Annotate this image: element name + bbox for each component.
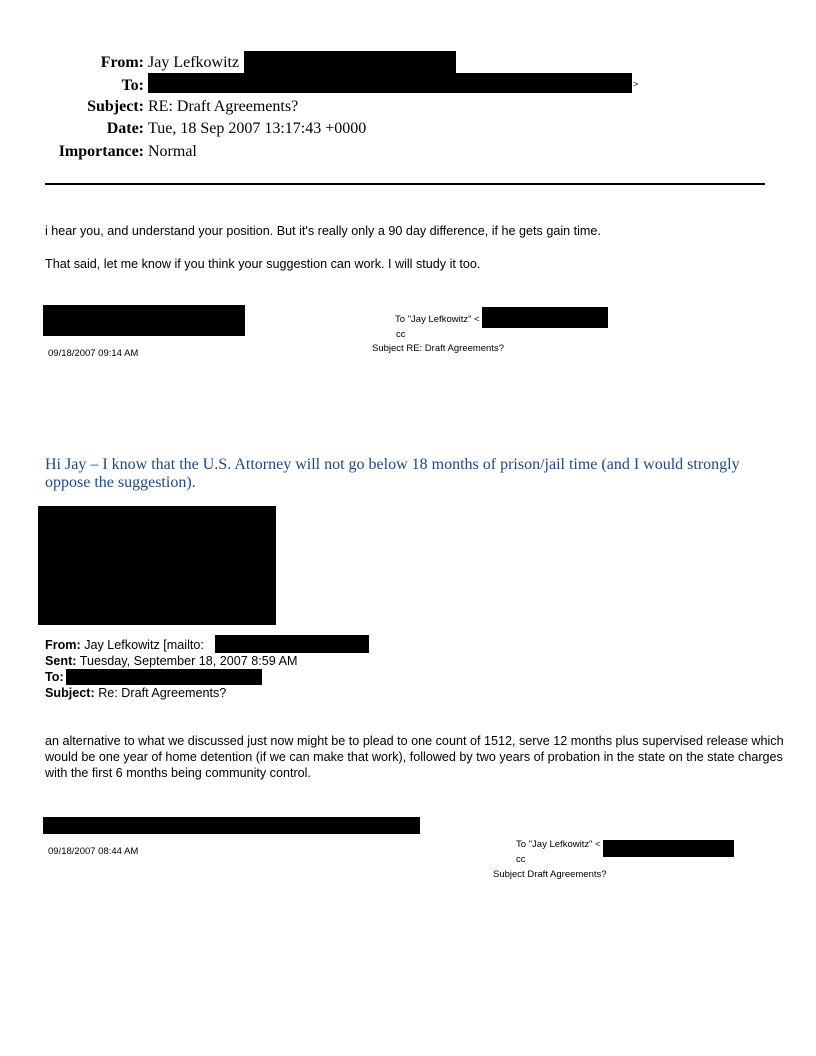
reply2-date: 09/18/2007 08:44 AM: [48, 846, 139, 857]
signature-redaction: [38, 506, 276, 625]
forward-subject-label: Subject:: [45, 686, 95, 700]
reply1-date: 09/18/2007 09:14 AM: [48, 348, 139, 359]
forward-from-value: Jay Lefkowitz [mailto:: [84, 638, 204, 652]
reply1-to: [395, 314, 480, 325]
redaction-block: [482, 307, 608, 328]
reply2-subject-label: Subject: [493, 869, 525, 880]
forward-from-label: From:: [45, 638, 81, 652]
to-label: To:: [121, 77, 144, 94]
reply2-cc-label: cc: [516, 854, 526, 865]
forward-from: [45, 637, 204, 653]
subject-label: Subject:: [87, 98, 144, 115]
message-line-2: That said, let me know if you think your suggestion can work. I will study it too.: [45, 257, 481, 271]
reply2-to: [516, 839, 601, 850]
from-label: From:: [100, 54, 144, 71]
forward-body: an alternative to what we discussed just now might be to plead to one count of 1512, serve 12 months plus supervised release which would be one year of home detention (if we can make that work), followed by two years of probation in the state on the state charges with the first 6 months being community control.: [45, 734, 784, 780]
subject-value: RE: Draft Agreements?: [148, 98, 299, 115]
to-trailing-bracket: >: [633, 79, 639, 89]
from-value: Jay Lefkowitz: [148, 54, 240, 71]
header-divider: [45, 183, 765, 185]
reply1-subject: [372, 343, 504, 354]
date-value: Tue, 18 Sep 2007 13:17:43 +0000: [148, 120, 367, 137]
reply1-cc-label: cc: [396, 329, 406, 340]
reply1-subject-label: Subject: [372, 343, 404, 354]
reply2-subject: [493, 869, 607, 880]
forward-sent: [45, 653, 298, 669]
redaction-block: [66, 669, 262, 685]
forward-sent-value: Tuesday, September 18, 2007 8:59 AM: [79, 654, 298, 668]
redaction-block: [215, 635, 369, 653]
forward-sent-label: Sent:: [45, 654, 77, 668]
importance-value: Normal: [148, 143, 197, 160]
importance-label: Importance:: [58, 143, 144, 160]
sender-redaction: [43, 305, 245, 336]
sender-redaction: [43, 817, 420, 834]
date-label: Date:: [106, 120, 144, 137]
redaction-block: [148, 73, 632, 93]
reply1-to-label: To: [395, 314, 406, 325]
forward-to: [45, 669, 64, 685]
reply1-body: Hi Jay – I know that the U.S. Attorney will not go below 18 months of prison/jail time (and I would strongly oppose the suggestion).: [45, 456, 740, 491]
redaction-block: [244, 51, 456, 73]
reply1-subject-value: RE: Draft Agreements?: [406, 343, 505, 354]
forward-subject: [45, 685, 226, 701]
forward-subject-value: Re: Draft Agreements?: [98, 686, 227, 700]
forward-to-label: To:: [45, 670, 64, 684]
reply2-subject-value: Draft Agreements?: [527, 869, 607, 880]
reply1-to-value: "Jay Lefkowitz" <: [407, 314, 480, 325]
reply2-to-value: "Jay Lefkowitz" <: [528, 839, 601, 850]
message-line-1: i hear you, and understand your position. But it's really only a 90 day difference, if he gets gain time.: [45, 224, 601, 238]
reply2-to-label: To: [516, 839, 527, 850]
redaction-block: [603, 840, 734, 857]
